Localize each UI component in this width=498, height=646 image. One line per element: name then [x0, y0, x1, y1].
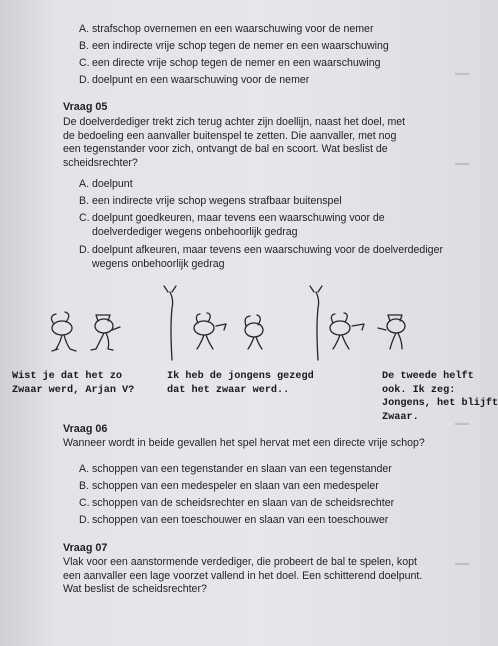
q04-option-b: B. een indirecte vrije schop tegen de nemer en een waarschuwing	[79, 40, 389, 52]
q04-option-a: A. strafschop overnemen en een waarschuwing voor de nemer	[79, 23, 374, 35]
bleed-through-mark: ▬▬	[455, 160, 469, 167]
bleed-through-mark: ▬▬	[455, 70, 469, 77]
comic-character	[91, 315, 120, 350]
q05-question: De doelverdediger trekt zich terug achter zijn doellijn, naast het doel, met de bedoeling een aanvaller buitenspel te zetten. Die aanvaller, met nog een tegenstander voor zich, ontvangt de bal en scoort. Wat beslist de scheidsrechter?	[63, 116, 406, 169]
q06-option-b: B. schoppen van een medespeler en slaan van een medespeler	[79, 480, 379, 492]
comic-character	[245, 315, 263, 349]
bleed-through-mark: ▬▬	[455, 420, 469, 427]
q06-option-a: A. schoppen van een tegenstander en slaan van een tegenstander	[79, 463, 392, 475]
q05-option-b: B. een indirecte vrije schop wegens strafbaar buitenspel	[79, 195, 342, 207]
q06-option-c: C. schoppen van de scheidsrechter en slaan van de scheidsrechter	[79, 497, 395, 509]
comic-caption-middle: Ik heb de jongens gezegd dat het zwaar werd..	[167, 371, 314, 396]
goalpost-drawing	[164, 286, 176, 360]
q06-question: Wanneer wordt in beide gevallen het spel hervat met een directe vrije schop?	[63, 437, 425, 449]
goalpost-drawing	[310, 286, 322, 360]
q07-question: Vlak voor een aanstormende verdediger, die probeert de bal te spelen, kopt een aanvaller een lage voorzet vallend in het doel. Een schitterend doelpunt. Wat beslist de scheidsrechter?	[63, 556, 423, 596]
q04-option-c: C. een directe vrije schop tegen de nemer en een waarschuwing	[79, 57, 381, 69]
bleed-through-mark: ▬▬	[455, 560, 469, 567]
q07-title: Vraag 07	[63, 542, 108, 554]
q05-option-d: D. doelpunt afkeuren, maar tevens een waarschuwing voor de doelverdediger wegens onbehoorlijk gedrag	[79, 244, 443, 270]
comic-character	[330, 313, 364, 349]
q06-option-d: D. schoppen van een toeschouwer en slaan van een toeschouwer	[79, 514, 389, 526]
q05-option-c: C. doelpunt goedkeuren, maar tevens een waarschuwing voor de doelverdediger wegens onbehoorlijk gedrag	[79, 212, 385, 238]
comic-character	[51, 312, 76, 351]
comic-caption-right: De tweede helft ook. Ik zeg: Jongens, het blijft Zwaar.	[382, 371, 498, 423]
q05-option-a: A. doelpunt	[79, 178, 133, 190]
q04-option-d: D. doelpunt en een waarschuwing voor de nemer	[79, 74, 310, 86]
comic-strip-illustration	[40, 280, 450, 362]
comic-character	[378, 315, 405, 349]
q05-title: Vraag 05	[63, 101, 108, 113]
comic-caption-left: Wist je dat het zo Zwaar werd, Arjan V?	[12, 371, 135, 396]
q06-title: Vraag 06	[63, 423, 108, 435]
comic-character	[194, 313, 226, 349]
